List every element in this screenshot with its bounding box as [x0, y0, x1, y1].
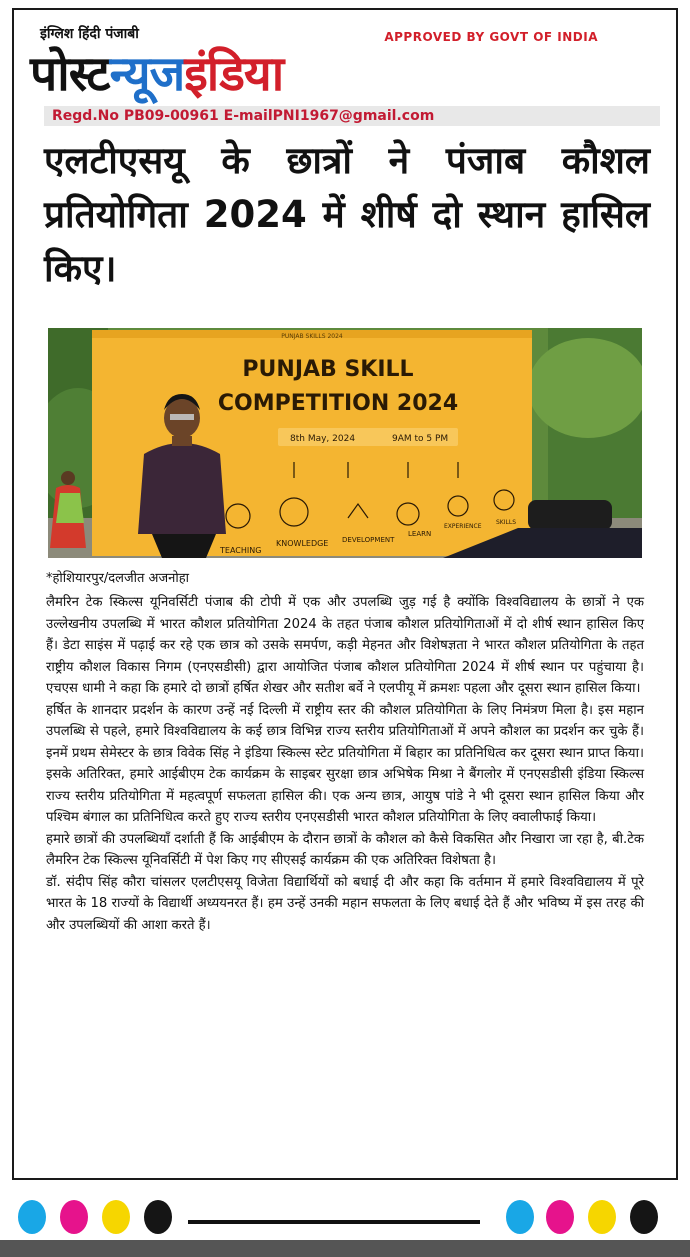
masthead-title-part1: पोस्ट [30, 46, 110, 102]
yellow-dot [102, 1200, 130, 1234]
article-headline: एलटीएसयू के छात्रों ने पंजाब कौशल प्रतियोगिता 2024 में शीर्ष दो स्थान हासिल किए। [44, 139, 650, 290]
masthead-languages: इंग्लिश हिंदी पंजाबी [40, 26, 139, 42]
banner-top-text: PUNJAB SKILLS 2024 [281, 333, 343, 340]
banner-icon-label-2: DEVELOPMENT [342, 536, 395, 544]
yellow-dot [588, 1200, 616, 1234]
banner-title-line2: COMPETITION 2024 [217, 391, 459, 416]
cyan-dot [18, 1200, 46, 1234]
banner-icon-label-0: TEACHING [220, 546, 262, 555]
banner-icon-label-3: LEARN [408, 530, 432, 538]
black-dot [630, 1200, 658, 1234]
article-paragraph: हर्षित के शानदार प्रदर्शन के कारण उन्हें नई दिल्ली में राष्ट्रीय स्तर की कौशल प्रतियोगिता के लिए निमंत्रण मिला है। इस महान उपलब्धि से पहले, हमारे विश्वविद्यालय के कई छात्र विभिन्न राज्य स्तरीय प्रतियोगिताओं में अपने कौशल का प्रदर्शन कर चुके हैं। इनमें प्रथम सेमेस्टर के छात्र विवेक सिंह ने इंडिया स्किल्स स्टेट प्रतियोगिता में बिहार का प्रतिनिधित्व कर दूसरा स्थान प्राप्त किया। इसके अतिरिक्त, हमारे आईबीएम टेक कार्यक्रम के साइबर सुरक्षा छात्र अभिषेक मिश्रा ने बैंगलोर में एनएसडीसी इंडिया स्किल्स राज्य स्तरीय प्रतियोगिता में महत्वपूर्ण सफलता हासिल की। एक अन्य छात्र, आयुष पांडे ने भी दूसरा स्थान हासिल किया और पश्चिम बंगाल का प्रतिनिधित्व करते हुए राज्य स्तरीय एनएसडीसी भारत कौशल प्रतियोगिता के लिए क्वालीफाई किया। [46, 702, 644, 825]
article-paragraph: लैमरिन टेक स्किल्स यूनिवर्सिटी पंजाब की टोपी में एक और उपलब्धि जुड़ गई है क्योंकि विश्वविद्यालय के छात्रों ने एक उल्लेखनीय उपलब्धि में भारत कौशल प्रतियोगिता 2024 के तहत पंजाब कौशल प्रतियोगिताओं में दो शीर्ष स्थान हासिल किए हैं। डेटा साइंस में पढ़ाई कर रहे एक छात्र को उसके समर्पण, कड़ी मेहनत और विशेषज्ञता ने भारत कौशल प्रतियोगिता के तहत राष्ट्रीय कौशल विकास निगम (एनएसडीसी) द्वारा आयोजित पंजाब कौशल प्रतियोगिता 2024 में शीर्ष स्थान पर पहुंचाया है। एचएस धामी ने कहा कि हमारे दो छात्रों हर्षित शेखर और सतीश बर्वे ने एलपीयू में क्रमशः पहला और दूसरा स्थान हासिल किया। [46, 595, 644, 696]
black-dot [144, 1200, 172, 1234]
masthead-approved: APPROVED BY GOVT OF INDIA [384, 30, 598, 44]
masthead-title-part3: इंडिया [184, 46, 284, 102]
article-body [46, 592, 644, 936]
masthead-registration: Regd.No PB09-00961 E-mailPNI1967@gmail.com [44, 106, 660, 126]
cyan-dot [506, 1200, 534, 1234]
masthead-title-part2: न्यूज [109, 46, 185, 102]
article-paragraph: डॉ. संदीप सिंह कौरा चांसलर एलटीएसयू विजेता विद्यार्थियों को बधाई दी और कहा कि वर्तमान में हमारे विश्वविद्यालय में पूरे भारत के 18 राज्यों के विद्यार्थी अध्ययनरत हैं। हम उन्हें उनकी महान सफलता के लिए बधाई देते हैं और भविष्य में इस तरह की और उपलब्धियों की आशा करते हैं। [46, 874, 644, 933]
article-paragraph: हमारे छात्रों की उपलब्धियाँ दर्शाती हैं कि आईबीएम के दौरान छात्रों के कौशल को कैसे विकसित और निखारा जा रहा है, बी.टेक लैमरिन टेक स्किल्स यूनिवर्सिटी में पेश किए गए सीएसई कार्यक्रम की एक अतिरिक्त विशेषता है। [46, 831, 644, 868]
event-photo [48, 328, 642, 558]
banner-date: 8th May, 2024 [290, 434, 356, 444]
article-dateline: *होशियारपुर/दलजीत अजनोहा [46, 571, 189, 586]
bottom-bar [0, 1240, 690, 1257]
banner-icon-label-1: KNOWLEDGE [276, 539, 329, 548]
banner-time: 9AM to 5 PM [392, 434, 449, 444]
magenta-dot [546, 1200, 574, 1234]
print-registration-marks [0, 1200, 690, 1234]
magenta-dot [60, 1200, 88, 1234]
masthead-title [30, 44, 650, 104]
banner-icon-label-4: EXPERIENCE [444, 523, 482, 530]
banner-title-line1: PUNJAB SKILL [242, 357, 414, 382]
banner-icon-label-5: SKILLS [496, 519, 517, 526]
print-mark-line [188, 1220, 480, 1224]
